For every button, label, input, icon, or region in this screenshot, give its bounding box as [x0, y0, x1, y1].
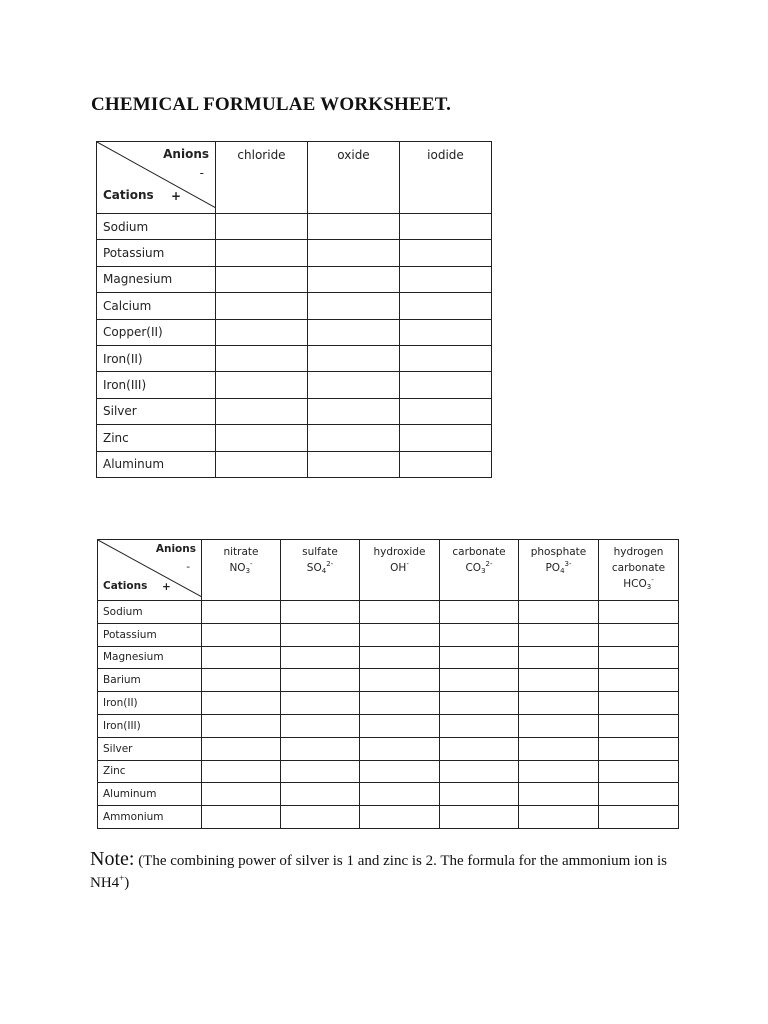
formula-charge: 2- — [485, 560, 493, 568]
cation-label-magnesium: Magnesium — [97, 266, 216, 292]
formula-base: NO — [229, 562, 246, 574]
formula-charge: 2- — [326, 560, 334, 568]
note-superscript: + — [119, 873, 125, 883]
formula-answer-cell[interactable] — [599, 714, 679, 737]
table-row — [98, 692, 679, 715]
anion-name: hydrogen carbonate — [611, 546, 666, 574]
plus-sign: + — [162, 581, 171, 593]
formula-answer-cell[interactable] — [440, 623, 519, 646]
formula-answer-cell[interactable] — [281, 714, 360, 737]
formula-charge: - — [406, 560, 409, 568]
anion-header-hydrogen-carbonate — [599, 540, 679, 601]
formula-answer-cell[interactable] — [599, 692, 679, 715]
formula-answer-cell[interactable] — [308, 266, 400, 292]
anion-header-phosphate — [519, 540, 599, 601]
formula-answer-cell[interactable] — [360, 714, 440, 737]
anion-name: oxide — [337, 148, 370, 162]
formula-answer-cell[interactable] — [400, 451, 492, 477]
anions-label: Anions — [155, 543, 196, 555]
formula-answer-cell[interactable] — [308, 425, 400, 451]
note-text: (The combining power of silver is 1 and zinc is 2. The formula for the ammonium ion is NH4 — [90, 853, 667, 891]
note-paragraph — [90, 848, 690, 894]
cation-label-ironiii: Iron(III) — [97, 372, 216, 398]
table-row — [98, 646, 679, 669]
formula-answer-cell[interactable] — [440, 783, 519, 806]
formula-answer-cell[interactable] — [599, 623, 679, 646]
formula-subscript: 4 — [321, 567, 327, 575]
formula-answer-cell[interactable] — [281, 623, 360, 646]
formula-answer-cell[interactable] — [202, 714, 281, 737]
cation-label-ammonium: Ammonium — [98, 806, 202, 829]
formula-answer-cell[interactable] — [400, 240, 492, 266]
chemical-formula-table-1 — [96, 141, 492, 478]
cation-label-calcium: Calcium — [97, 293, 216, 319]
table-header-row — [98, 540, 679, 601]
formula-answer-cell[interactable] — [360, 669, 440, 692]
anion-header-oxide — [308, 142, 400, 214]
formula-answer-cell[interactable] — [440, 806, 519, 829]
formula-answer-cell[interactable] — [519, 806, 599, 829]
formula-answer-cell[interactable] — [440, 646, 519, 669]
formula-answer-cell[interactable] — [281, 737, 360, 760]
formula-answer-cell[interactable] — [308, 214, 400, 240]
anion-name: iodide — [427, 148, 464, 162]
formula-answer-cell[interactable] — [360, 806, 440, 829]
formula-answer-cell[interactable] — [440, 601, 519, 624]
formula-answer-cell[interactable] — [281, 692, 360, 715]
formula-answer-cell[interactable] — [202, 692, 281, 715]
anions-cations-corner-cell — [97, 142, 216, 214]
anion-formula — [440, 560, 518, 576]
anion-name: hydroxide — [373, 546, 426, 558]
table-row — [97, 293, 492, 319]
anion-name: nitrate — [223, 546, 259, 558]
formula-answer-cell[interactable] — [308, 240, 400, 266]
cation-label-sodium: Sodium — [97, 214, 216, 240]
formula-answer-cell[interactable] — [216, 398, 308, 424]
formula-answer-cell[interactable] — [216, 293, 308, 319]
table-row — [98, 737, 679, 760]
formula-answer-cell[interactable] — [202, 646, 281, 669]
formula-answer-cell[interactable] — [308, 319, 400, 345]
formula-charge: - — [250, 560, 253, 568]
formula-subscript: 3 — [245, 567, 251, 575]
anion-formula — [202, 560, 280, 576]
formula-base: SO — [306, 562, 322, 574]
formula-answer-cell[interactable] — [216, 425, 308, 451]
table-row — [97, 319, 492, 345]
table-row — [98, 760, 679, 783]
anion-name: chloride — [237, 148, 286, 162]
table-row — [97, 372, 492, 398]
table-row — [97, 214, 492, 240]
formula-answer-cell[interactable] — [400, 319, 492, 345]
anion-formula — [360, 560, 439, 576]
chemical-formula-table-2 — [97, 539, 679, 829]
formula-answer-cell[interactable] — [599, 646, 679, 669]
table-row — [97, 266, 492, 292]
cation-label-aluminum: Aluminum — [98, 783, 202, 806]
anion-formula — [519, 560, 598, 576]
formula-answer-cell[interactable] — [400, 266, 492, 292]
cation-label-potassium: Potassium — [97, 240, 216, 266]
formula-answer-cell[interactable] — [360, 760, 440, 783]
formula-answer-cell[interactable] — [360, 601, 440, 624]
formula-answer-cell[interactable] — [599, 669, 679, 692]
table-row — [98, 601, 679, 624]
formula-answer-cell[interactable] — [281, 601, 360, 624]
formula-answer-cell[interactable] — [360, 623, 440, 646]
cation-label-aluminum: Aluminum — [97, 451, 216, 477]
formula-answer-cell[interactable] — [281, 806, 360, 829]
formula-answer-cell[interactable] — [202, 760, 281, 783]
cation-label-zinc: Zinc — [98, 760, 202, 783]
formula-answer-cell[interactable] — [281, 760, 360, 783]
formula-answer-cell[interactable] — [202, 623, 281, 646]
formula-answer-cell[interactable] — [599, 806, 679, 829]
formula-answer-cell[interactable] — [202, 737, 281, 760]
cations-label: Cations — [103, 580, 148, 592]
formula-base: PO — [545, 562, 561, 574]
cation-label-ironii: Iron(II) — [97, 345, 216, 371]
cation-label-sodium: Sodium — [98, 601, 202, 624]
formula-answer-cell[interactable] — [216, 319, 308, 345]
formula-answer-cell[interactable] — [202, 601, 281, 624]
note-heading: Note: — [90, 848, 135, 870]
cation-label-potassium: Potassium — [98, 623, 202, 646]
formula-answer-cell[interactable] — [216, 372, 308, 398]
formula-answer-cell[interactable] — [519, 623, 599, 646]
table-row — [97, 398, 492, 424]
anion-name: carbonate — [452, 546, 506, 558]
formula-charge: 3- — [564, 560, 572, 568]
formula-answer-cell[interactable] — [216, 345, 308, 371]
formula-answer-cell[interactable] — [308, 293, 400, 319]
anion-formula — [281, 560, 359, 576]
formula-answer-cell[interactable] — [202, 783, 281, 806]
formula-answer-cell[interactable] — [202, 806, 281, 829]
formula-answer-cell[interactable] — [599, 760, 679, 783]
cation-label-magnesium: Magnesium — [98, 646, 202, 669]
worksheet-title: CHEMICAL FORMULAE WORKSHEET. — [91, 94, 452, 115]
table-row — [97, 425, 492, 451]
formula-answer-cell[interactable] — [599, 737, 679, 760]
formula-answer-cell[interactable] — [400, 214, 492, 240]
formula-answer-cell[interactable] — [308, 451, 400, 477]
table-row — [98, 806, 679, 829]
formula-answer-cell[interactable] — [519, 692, 599, 715]
formula-answer-cell[interactable] — [440, 692, 519, 715]
anion-header-hydroxide — [360, 540, 440, 601]
cation-label-copperii: Copper(II) — [97, 319, 216, 345]
formula-answer-cell[interactable] — [308, 372, 400, 398]
formula-base: CO — [465, 562, 482, 574]
formula-answer-cell[interactable] — [400, 293, 492, 319]
note-tail: ) — [124, 875, 130, 891]
formula-answer-cell[interactable] — [308, 398, 400, 424]
formula-answer-cell[interactable] — [519, 760, 599, 783]
formula-subscript: 4 — [560, 567, 565, 575]
formula-answer-cell[interactable] — [281, 783, 360, 806]
formula-answer-cell[interactable] — [440, 714, 519, 737]
formula-answer-cell[interactable] — [281, 669, 360, 692]
formula-answer-cell[interactable] — [360, 692, 440, 715]
formula-answer-cell[interactable] — [216, 240, 308, 266]
table-row — [98, 623, 679, 646]
anion-header-iodide — [400, 142, 492, 214]
formula-subscript: 3 — [646, 583, 652, 591]
minus-sign: - — [186, 561, 190, 573]
minus-sign: - — [199, 166, 204, 180]
formula-answer-cell[interactable] — [360, 783, 440, 806]
formula-answer-cell[interactable] — [308, 345, 400, 371]
formula-answer-cell[interactable] — [599, 601, 679, 624]
cation-label-barium: Barium — [98, 669, 202, 692]
anion-name: phosphate — [530, 546, 587, 558]
formula-charge: - — [651, 576, 654, 584]
cation-label-silver: Silver — [97, 398, 216, 424]
anions-label: Anions — [163, 147, 209, 161]
formula-answer-cell[interactable] — [400, 372, 492, 398]
formula-answer-cell[interactable] — [519, 669, 599, 692]
anion-header-chloride — [216, 142, 308, 214]
formula-base: HCO — [623, 578, 647, 590]
formula-answer-cell[interactable] — [281, 646, 360, 669]
cation-label-ironii: Iron(II) — [98, 692, 202, 715]
cation-label-silver: Silver — [98, 737, 202, 760]
formula-answer-cell[interactable] — [400, 425, 492, 451]
formula-answer-cell[interactable] — [216, 214, 308, 240]
formula-answer-cell[interactable] — [400, 345, 492, 371]
cation-label-zinc: Zinc — [97, 425, 216, 451]
formula-subscript: 3 — [481, 567, 486, 575]
formula-answer-cell[interactable] — [202, 669, 281, 692]
formula-answer-cell[interactable] — [519, 601, 599, 624]
formula-answer-cell[interactable] — [216, 266, 308, 292]
anion-header-carbonate — [440, 540, 519, 601]
table-row — [97, 345, 492, 371]
formula-answer-cell[interactable] — [216, 451, 308, 477]
formula-answer-cell[interactable] — [440, 737, 519, 760]
table-header-row — [97, 142, 492, 214]
anion-name: sulfate — [302, 546, 338, 558]
formula-answer-cell[interactable] — [519, 714, 599, 737]
anion-header-nitrate — [202, 540, 281, 601]
table-row — [98, 714, 679, 737]
anions-cations-corner-cell — [98, 540, 202, 601]
formula-base: OH — [390, 562, 407, 574]
table-row — [97, 240, 492, 266]
table-row — [97, 451, 492, 477]
cations-label: Cations — [103, 188, 154, 202]
formula-answer-cell[interactable] — [400, 398, 492, 424]
anion-header-sulfate — [281, 540, 360, 601]
formula-answer-cell[interactable] — [440, 669, 519, 692]
formula-answer-cell[interactable] — [360, 646, 440, 669]
formula-answer-cell[interactable] — [519, 646, 599, 669]
cation-label-ironiii: Iron(III) — [98, 714, 202, 737]
formula-answer-cell[interactable] — [440, 760, 519, 783]
formula-answer-cell[interactable] — [599, 783, 679, 806]
plus-sign: + — [171, 189, 182, 203]
formula-answer-cell[interactable] — [519, 737, 599, 760]
table-row — [98, 783, 679, 806]
anion-formula — [599, 576, 678, 592]
formula-answer-cell[interactable] — [519, 783, 599, 806]
table-row — [98, 669, 679, 692]
formula-answer-cell[interactable] — [360, 737, 440, 760]
